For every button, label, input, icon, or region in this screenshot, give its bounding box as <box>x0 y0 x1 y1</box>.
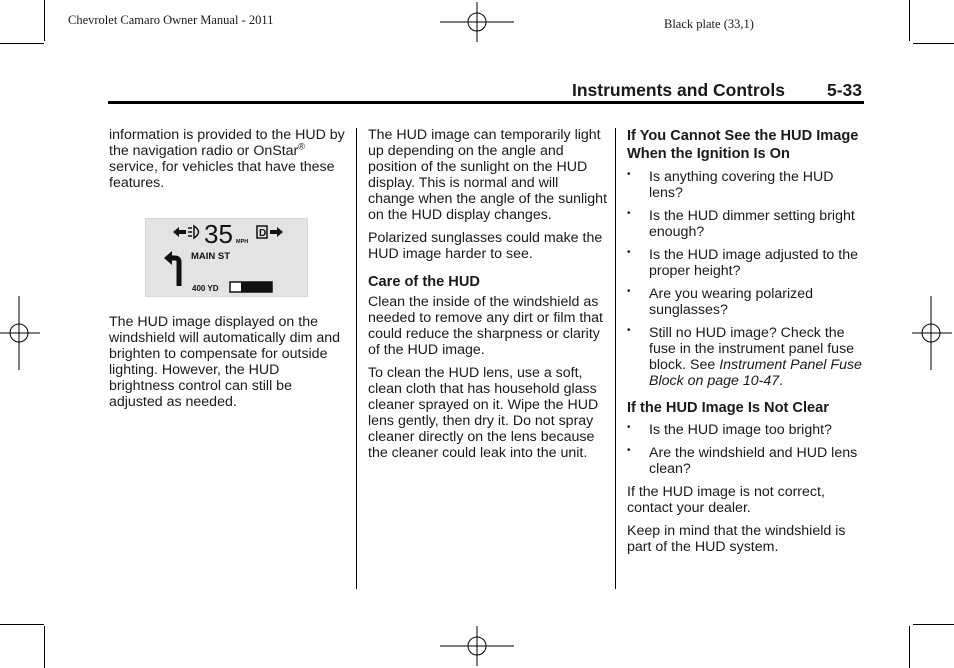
paragraph: information is provided to the HUD by the navigation radio or OnStar® service, for vehicles that have these features. <box>109 127 345 191</box>
crop-mark <box>0 43 44 44</box>
column-3 <box>627 127 865 562</box>
crop-mark <box>913 624 954 625</box>
registration-mark-right <box>912 296 952 370</box>
paragraph: To clean the HUD lens, use a soft, clean cloth that has household glass cleaner sprayed on it. Wipe the HUD lens gently, then dry it. Do not spray cleaner directly on the lens because the cleaner could leak into the unit. <box>368 365 599 461</box>
column-2 <box>368 127 608 468</box>
list-item: • Still no HUD image? Check the fuse in the instrument panel fuse block. See Instrument Panel Fuse Block on page 10-47. <box>627 325 862 389</box>
bullet-icon: • <box>627 208 631 219</box>
hud-gear: D <box>259 228 267 239</box>
section-title: Instruments and Controls <box>572 80 785 100</box>
column-1-lower <box>109 314 347 417</box>
paragraph: Clean the inside of the windshield as needed to remove any dirt or film that could reduce the sharpness or clarity of the HUD image. <box>368 294 604 358</box>
registered-mark: ® <box>298 141 305 152</box>
section-heading: If the HUD Image Is Not Clear <box>627 400 829 416</box>
bullet-icon: • <box>627 169 631 180</box>
section-heading: If You Cannot See the HUD Image When the Ignition Is On <box>627 128 859 162</box>
crop-mark <box>44 626 45 668</box>
list-item: • Is the HUD dimmer setting bright enough? <box>627 208 855 240</box>
hud-display-image <box>145 218 308 297</box>
bullet-icon: • <box>627 445 631 456</box>
crop-mark <box>0 624 44 625</box>
paragraph: Polarized sunglasses could make the HUD image harder to see. <box>368 230 603 262</box>
paragraph: Keep in mind that the windshield is part of the HUD system. <box>627 523 846 555</box>
plate-label: Black plate (33,1) <box>664 17 754 31</box>
crop-mark <box>44 0 45 41</box>
page-number: 5-33 <box>827 80 863 100</box>
crop-mark <box>913 43 954 44</box>
bullet-icon: • <box>627 247 631 258</box>
list-item: • Is the HUD image adjusted to the proper height? <box>627 247 858 279</box>
list-item: • Are the windshield and HUD lens clean? <box>627 445 858 477</box>
hud-speed-unit: MPH <box>236 239 249 245</box>
registration-mark-top <box>440 2 514 42</box>
header-rule <box>108 101 864 104</box>
manual-title: Chevrolet Camaro Owner Manual - 2011 <box>68 13 274 27</box>
paragraph: If the HUD image is not correct, contact your dealer. <box>627 484 825 516</box>
column-1 <box>109 127 347 198</box>
bullet-icon: • <box>627 325 631 336</box>
column-divider <box>356 128 357 589</box>
hud-distance: 400 YD <box>192 284 219 293</box>
hud-street: MAIN ST <box>191 251 231 262</box>
paragraph: The HUD image displayed on the windshield will automatically dim and brighten to compensate for outside lighting. However, the HUD brightness control can still be adjusted as needed. <box>109 314 341 410</box>
section-heading: Care of the HUD <box>368 274 480 290</box>
bullet-icon: • <box>627 422 631 433</box>
paragraph: The HUD image can temporarily light up depending on the angle and position of the sunlight on the HUD display. This is normal and will change when the angle of the sunlight on the HUD display changes. <box>368 127 608 223</box>
crop-mark <box>909 626 910 668</box>
list-item: • Are you wearing polarized sunglasses? <box>627 286 814 318</box>
registration-mark-bottom <box>440 626 514 666</box>
crop-mark <box>909 0 910 41</box>
list-item: • Is the HUD image too bright? <box>627 422 832 438</box>
hud-speed: 35 <box>204 219 233 249</box>
column-divider <box>615 128 616 589</box>
cross-reference: Instrument Panel Fuse Block on page 10-47 <box>649 357 862 389</box>
list-item: • Is anything covering the HUD lens? <box>627 169 834 201</box>
registration-mark-left <box>0 296 40 370</box>
bullet-icon: • <box>627 286 631 297</box>
